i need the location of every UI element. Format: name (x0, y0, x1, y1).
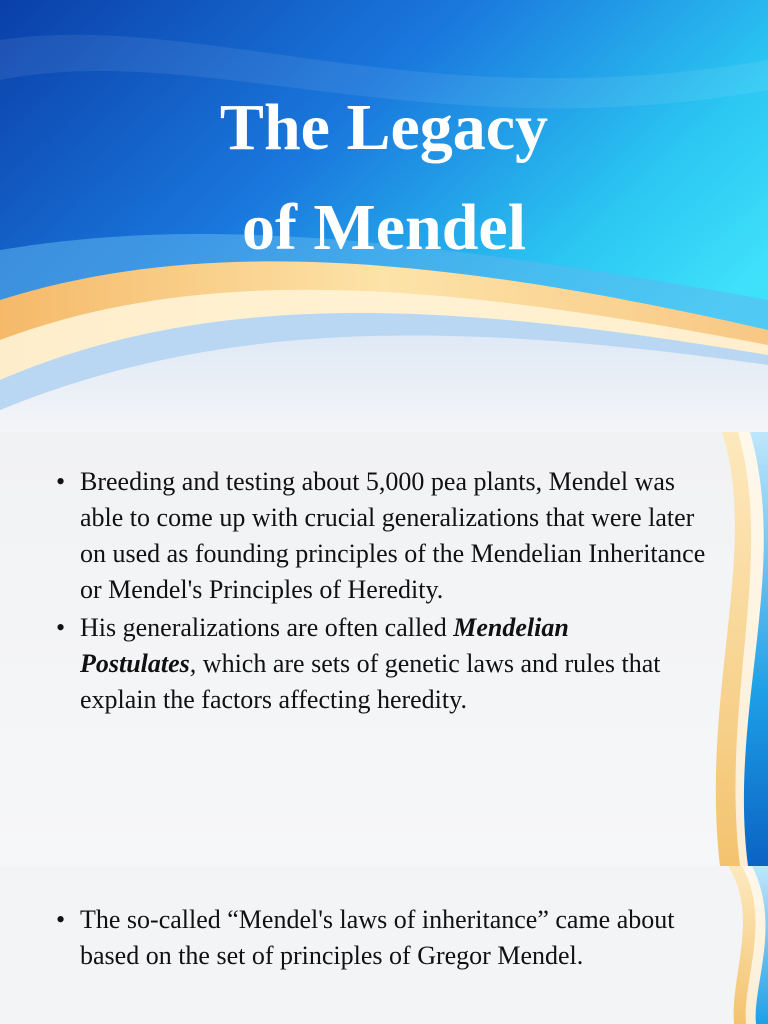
bullet-list (56, 902, 706, 976)
bullet-item (56, 610, 706, 718)
bullet-dot: • (56, 467, 66, 496)
bullet-list (56, 464, 706, 720)
bullet-text: The so-called “Mendel's laws of inheritance” came about based on the set of principles of Gregor Mendel. (80, 905, 675, 970)
slide-title-line-2: of Mendel (241, 191, 527, 264)
content-slide-1 (0, 432, 768, 866)
bullet-item (56, 902, 706, 974)
bullet-text-start: His generalizations are often called (80, 613, 454, 642)
emphasis-term-line-2: Postulates (80, 649, 190, 678)
content-slide-2 (0, 866, 768, 1024)
emphasis-term-line-1: Mendelian (453, 613, 569, 642)
slide-title-line-1: The Legacy (219, 91, 549, 164)
bullet-item (56, 464, 706, 608)
bullet-text-end: which are sets of genetic laws and rules that explain the factors affecting heredity. (80, 649, 661, 714)
bullet-dot: • (56, 613, 66, 642)
bullet-dot: • (56, 905, 66, 934)
title-slide (0, 0, 768, 432)
emphasis-comma: , (189, 649, 197, 678)
slide-title (0, 78, 768, 278)
bullet-text: Breeding and testing about 5,000 pea plants, Mendel was able to come up with crucial generalizations that were later on used as founding principles of the Mendelian Inheritance or Mendel's Principles of Heredity. (80, 467, 706, 604)
